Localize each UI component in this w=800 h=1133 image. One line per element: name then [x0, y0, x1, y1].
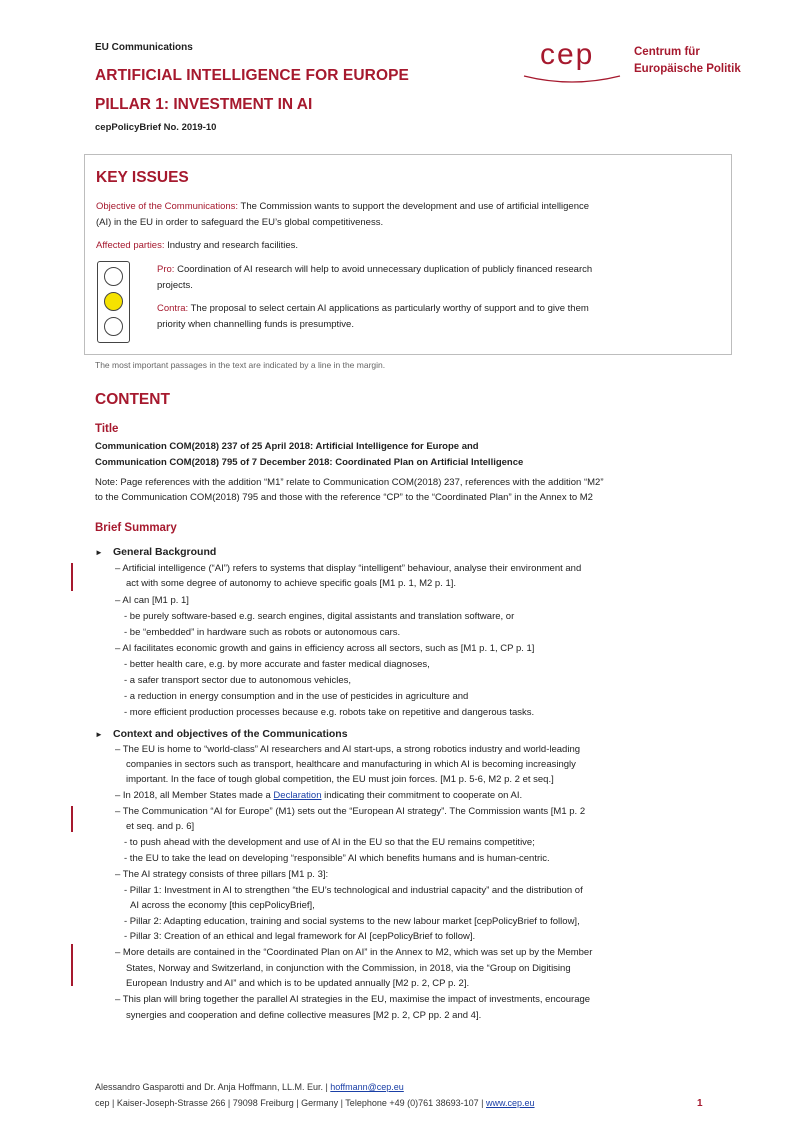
contra-paragraph: Contra: The proposal to select certain AI applications as particularly worthy of support and to give them priority when channelling funds is presumptive.: [157, 303, 589, 330]
footer-address: cep | Kaiser-Joseph-Strasse 266 | 79098 Freiburg | Germany | Telephone +49 (0)761 38693-107 | www.cep.eu: [95, 1098, 535, 1108]
body-text-line: - Pillar 3: Creation of an ethical and legal framework for AI [cepPolicyBrief to follow].: [124, 931, 476, 942]
objective-paragraph: Objective of the Communications: The Commission wants to support the development and use of artificial intelligence (AI) in the EU in order to safeguard the EU’s global competitiveness.: [96, 201, 590, 228]
brief-summary-heading: Brief Summary: [95, 522, 177, 534]
body-text-line: AI across the economy [this cepPolicyBrief],: [130, 900, 315, 911]
body-text-line: important. In the face of tough global competition, the EU must join forces. [M1 p. 5-6, M2 p. 2 et seq.]: [126, 774, 554, 785]
body-text-line: et seq. and p. 6]: [126, 821, 195, 832]
body-text-line: - more efficient production processes because e.g. robots take on repetitive and dangerous tasks.: [124, 707, 535, 718]
margin-note: The most important passages in the text are indicated by a line in the margin.: [95, 360, 386, 370]
communication-title-1: Communication COM(2018) 237 of 25 April 2018: Artificial Intelligence for Europe and: [95, 441, 479, 452]
org-name: Centrum für Europäische Politik: [634, 46, 741, 75]
body-text-line: – This plan will bring together the parallel AI strategies in the EU, maximise the impact of investments, encourage: [115, 994, 591, 1005]
affected-parties-paragraph: Affected parties: Industry and research facilities.: [96, 240, 299, 251]
body-text-line: - be purely software-based e.g. search engines, digital assistants and translation software, or: [124, 611, 515, 622]
title-subheading: Title: [95, 423, 119, 435]
body-text-line: – The EU is home to “world-class” AI researchers and AI start-ups, a strong robotics industry and world-leading: [115, 744, 581, 755]
brief-number: cepPolicyBrief No. 2019-10: [95, 122, 217, 133]
body-text-line: synergies and cooperation and define collective measures [M2 p. 2, CP pp. 2 and 4].: [126, 1010, 482, 1021]
body-text-line: - the EU to take the lead on developing “responsible” AI which benefits humans and is human-centric.: [124, 853, 550, 864]
amber-light: [104, 292, 123, 311]
margin-marker: [71, 944, 73, 986]
margin-marker: [71, 806, 73, 832]
email-link[interactable]: hoffmann@cep.eu: [330, 1082, 404, 1092]
logo-swoosh-icon: [522, 74, 622, 86]
body-text-line: - a reduction in energy consumption and in the use of pesticides in agriculture and: [124, 691, 469, 702]
margin-marker: [71, 563, 73, 591]
website-link[interactable]: www.cep.eu: [486, 1098, 535, 1108]
document-title: ARTIFICIAL INTELLIGENCE FOR EUROPE: [95, 67, 409, 84]
red-light: [104, 267, 123, 286]
communication-title-2: Communication COM(2018) 795 of 7 December 2018: Coordinated Plan on Artificial Intelligence: [95, 457, 524, 468]
traffic-light-icon: [97, 261, 130, 343]
body-text-line: European Industry and AI” and which is to be updated annually [M2 p. 2, CP p. 2].: [126, 978, 470, 989]
green-light: [104, 317, 123, 336]
key-issues-title: KEY ISSUES: [96, 169, 189, 186]
document-subtitle: PILLAR 1: INVESTMENT IN AI: [95, 96, 313, 113]
pro-paragraph: Pro: Coordination of AI research will help to avoid unnecessary duplication of publicly financed research projects.: [157, 264, 593, 291]
footer-authors: Alessandro Gasparotti and Dr. Anja Hoffmann, LL.M. Eur. | hoffmann@cep.eu: [95, 1082, 404, 1092]
body-text-line: act with some degree of autonomy to achieve specific goals [M1 p. 1, M2 p. 1].: [126, 578, 457, 589]
body-text-line: – AI can [M1 p. 1]: [115, 595, 189, 606]
note-line-1: Note: Page references with the addition “M1” relate to Communication COM(2018) 237, references with the addition “M2”: [95, 477, 604, 488]
body-text-line: - a safer transport sector due to autonomous vehicles,: [124, 675, 352, 686]
body-text-line: – Artificial intelligence (“AI”) refers to systems that display “intelligent” behaviour, analyse their environment and: [115, 563, 582, 574]
body-text-line: – The AI strategy consists of three pillars [M1 p. 3]:: [115, 869, 329, 880]
body-text-line: – In 2018, all Member States made a Declaration indicating their commitment to cooperate on AI.: [115, 790, 523, 801]
body-text-line: States, Norway and Switzerland, in conjunction with the Commission, in 2018, via the “Group on Digitising: [126, 963, 571, 974]
bullet-arrow-icon: ►: [95, 730, 103, 739]
body-text-line: – The Communication “AI for Europe” (M1) sets out the “European AI strategy”. The Commission wants [M1 p. 2: [115, 806, 586, 817]
cep-logo: [522, 38, 762, 88]
bullet-context: ► Context and objectives of the Communications: [95, 728, 348, 740]
note-line-2: to the Communication COM(2018) 795 and those with the reference “CP” to the “Coordinated Plan” in the Annex to M2: [95, 492, 593, 503]
body-text-line: companies in sectors such as transport, healthcare and manufacturing in which AI is becoming increasingly: [126, 759, 576, 770]
content-heading: CONTENT: [95, 391, 170, 408]
body-text-line: - Pillar 2: Adapting education, training and social systems to the new labour market [cepPolicyBrief to follow],: [124, 916, 580, 927]
bullet-general-background: ► General Background: [95, 546, 217, 558]
body-text-line: - to push ahead with the development and use of AI in the EU so that the EU remains competitive;: [124, 837, 535, 848]
body-text-line: – AI facilitates economic growth and gains in efficiency across all sectors, such as [M1 p. 1, CP p. 1]: [115, 643, 535, 654]
bullet-arrow-icon: ►: [95, 548, 103, 557]
declaration-link[interactable]: Declaration: [273, 790, 322, 801]
body-text-line: - be “embedded” in hardware such as robots or autonomous cars.: [124, 627, 401, 638]
logo-wordmark: cep: [540, 38, 595, 71]
series-label: EU Communications: [95, 42, 193, 53]
body-text-line: – More details are contained in the “Coordinated Plan on AI” in the Annex to M2, which was set up by the Member: [115, 947, 593, 958]
body-text-line: - better health care, e.g. by more accurate and faster medical diagnoses,: [124, 659, 430, 670]
body-text-line: - Pillar 1: Investment in AI to strengthen “the EU’s technological and industrial capacity” and the distribution of: [124, 885, 583, 896]
page-number: 1: [697, 1098, 703, 1109]
key-issues-box: [84, 154, 732, 355]
